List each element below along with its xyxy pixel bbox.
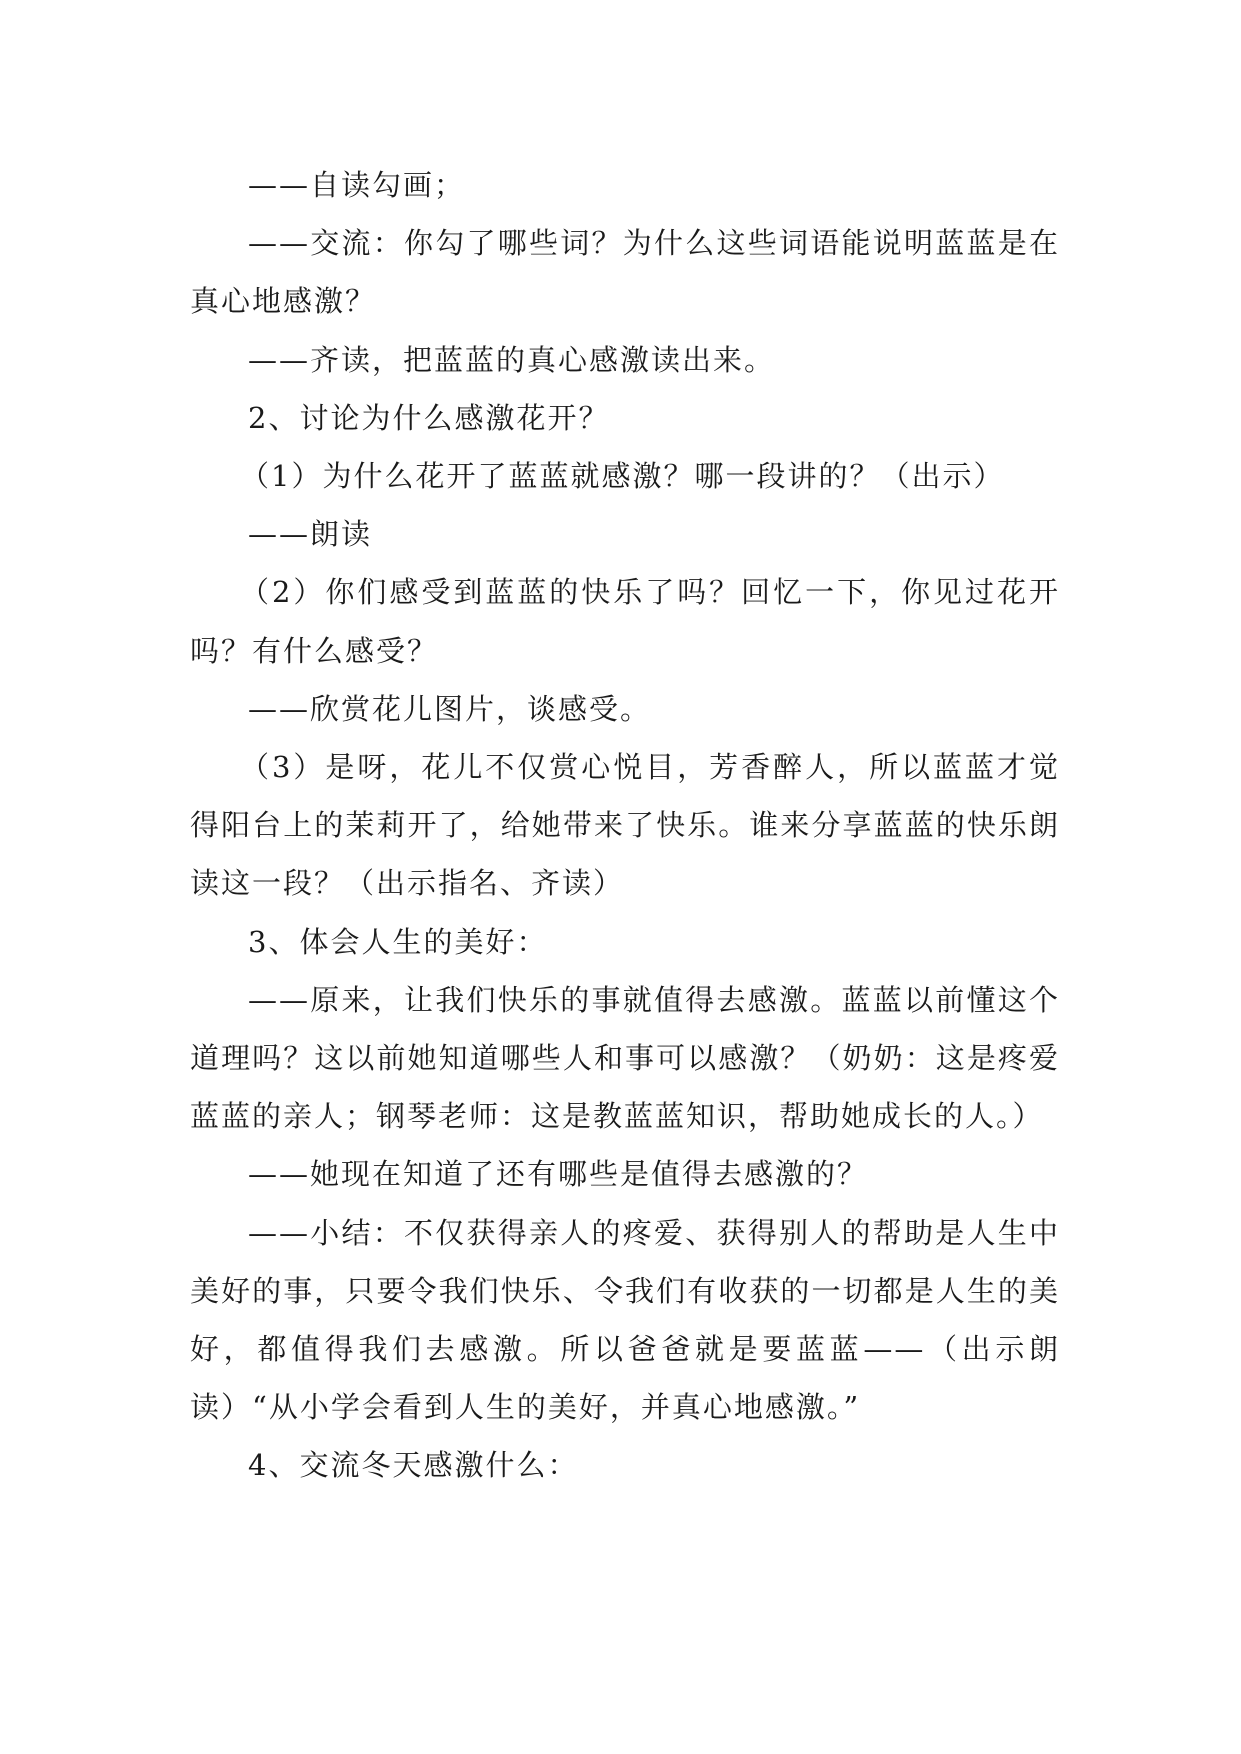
paragraph: ——欣赏花儿图片，谈感受。 [248, 691, 652, 726]
paragraph: ——齐读，把蓝蓝的真心感激读出来。 [248, 342, 776, 377]
paragraph: 4、交流冬天感激什么： [248, 1448, 579, 1483]
paragraph: ——自读勾画； [248, 168, 466, 202]
paragraph: ——小结：不仅获得亲人的疼爱、获得别人的帮助是人生中美好的事，只要令我们快乐、令我们有收获的一切都是人生的美好，都值得我们去感激。所以爸爸就是要蓝蓝——（出示朗读）“从小学会看到人生的美好，并真心地感激。” [190, 1215, 1060, 1425]
paragraph: ——她现在知道了还有哪些是值得去感激的？ [248, 1157, 869, 1192]
paragraph: （1）为什么花开了蓝蓝就感激？哪一段讲的？（出示） [240, 459, 1005, 494]
paragraph: （2）你们感受到蓝蓝的快乐了吗？回忆一下，你见过花开吗？有什么感受？ [190, 575, 1060, 668]
paragraph: ——交流：你勾了哪些词？为什么这些词语能说明蓝蓝是在真心地感激？ [190, 226, 1060, 319]
paragraph: ——原来，让我们快乐的事就值得去感激。蓝蓝以前懂这个道理吗？这以前她知道哪些人和事可以感激？（奶奶：这是疼爱蓝蓝的亲人；钢琴老师：这是教蓝蓝知识，帮助她成长的人。） [190, 982, 1060, 1134]
body-text [190, 156, 1060, 1495]
paragraph: （3）是呀，花儿不仅赏心悦目，芳香醉人，所以蓝蓝才觉得阳台上的茉莉开了，给她带来了快乐。谁来分享蓝蓝的快乐朗读这一段？（出示指名、齐读） [190, 750, 1060, 901]
paragraph: ——朗读 [248, 517, 373, 552]
paragraph: 2、讨论为什么感激花开？ [248, 400, 610, 435]
paragraph: 3、体会人生的美好： [248, 924, 548, 959]
